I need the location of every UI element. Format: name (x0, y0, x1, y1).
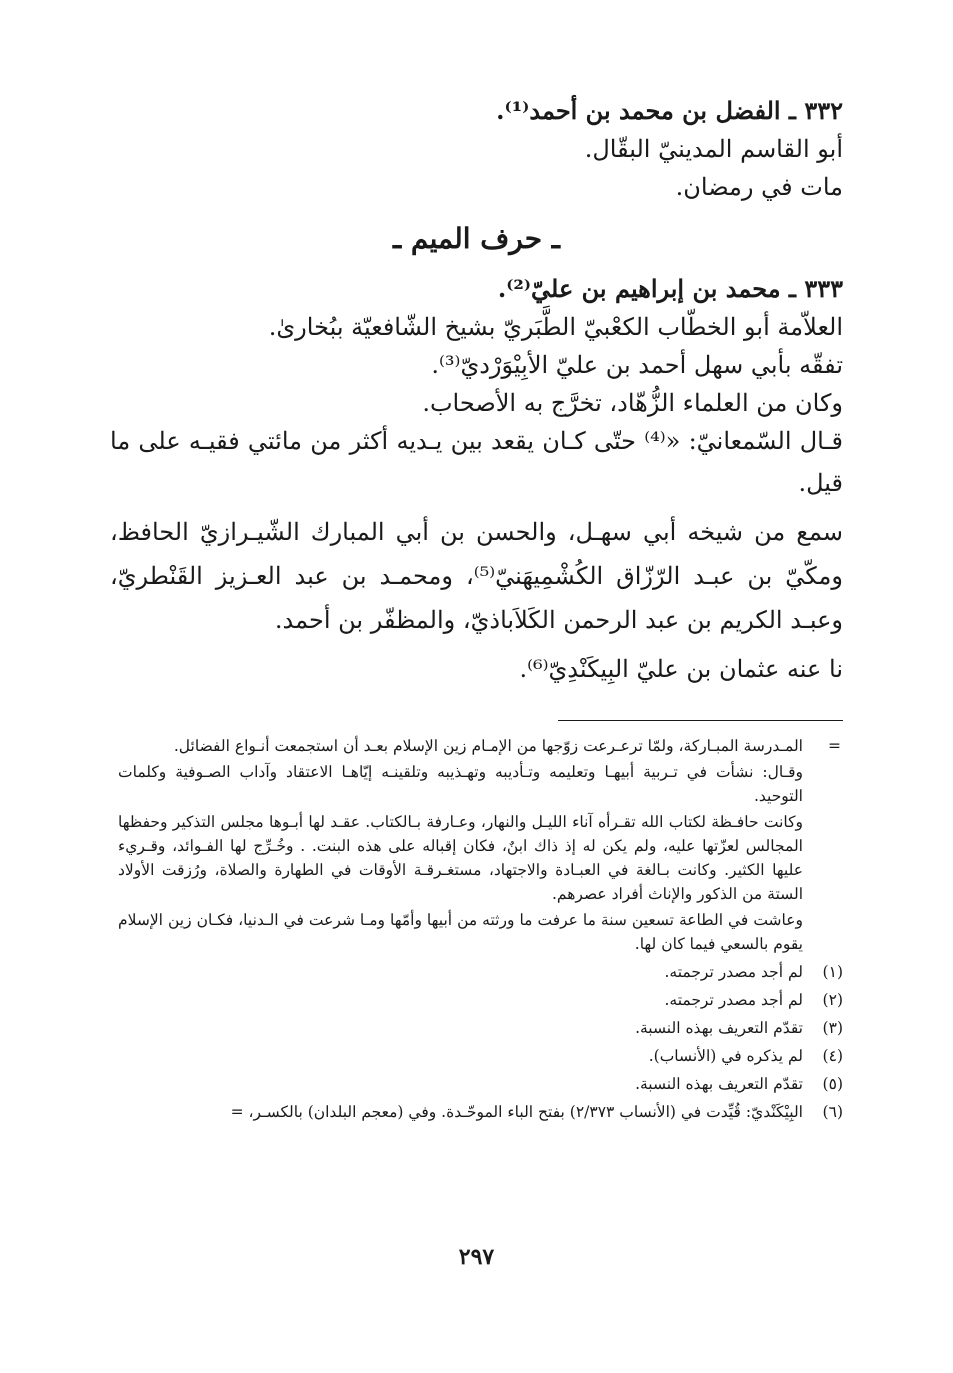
entry-line: العلاّمة أبو الخطّاب الكعْبيّ الطَّبَريّ بشيخ الشّافعيّة ببُخارىٰ. (268, 313, 843, 341)
footnote-text: البِيْكَنْديّ: قُيِّدت في (الأنساب ٢/٣٧٣) بفتح الباء الموحّـدة. وفي (معجم البلدان) بالكسـر، = (230, 1103, 803, 1121)
footnote-paragraph: وكانت حافـظة لكتاب الله تقـرأه آناء الليـل والنهار، وعـارفة بـالكتاب. عقـد لها أبـوها مجلس التذكير وحفظها المجالس لعزّتها عليه، ولم يكن له إذ ذاك ابنٌ، فكان إقباله على هذه البنت. . وخُـرِّج لها الفـوائد، وقـريء عليها الكثير. وكانت بـالغة في العبـادة والاجتهاد، مستغـرقـة الأوقات في الطهارة والصلاة، ورُزقت الأولاد الستة من الذكور والإناث أفراد عصرهم. (118, 813, 803, 903)
entry-333 (110, 270, 843, 688)
section-title: ـ حرف الميم ـ (392, 222, 560, 255)
footnote-number: (٤) (822, 1047, 843, 1065)
entry-line: أبو القاسم المدينيّ البقّال. (584, 135, 843, 163)
footnote-item (118, 1098, 843, 1126)
body-paragraph: سمع من شيخه أبي سهـل، والحسن بن أبي المبارك الشّيـرازيّ الحافظ، ومكّيّ بن عبـد الرّزّاق الكُشْمِيهَنيّ⁽⁵⁾، ومحمـد بن عبد العـزيز القَنْطريّ، وعبـد الكريم بن عبد الرحمن الكَلاَباذيّ، والمظفّر بن أحمد. (110, 518, 843, 634)
footnote-number: (١) (822, 963, 843, 981)
footnote-number: (٢) (822, 991, 843, 1009)
continuation-mark: = (828, 737, 841, 755)
footnote-text: تقدّم التعريف بهذه النسبة. (635, 1075, 803, 1093)
footnote-number: (٥) (822, 1075, 843, 1093)
entry-heading: ٣٣٣ ـ محمد بن إبراهيم بن عليّ⁽²⁾. (497, 274, 843, 303)
footnote-text: لم أجد مصدر ترجمته. (664, 963, 803, 981)
footnote-text: تقدّم التعريف بهذه النسبة. (635, 1019, 803, 1037)
footnote-continuation (118, 734, 843, 956)
footnote-item (118, 958, 843, 986)
quote-line: قـال السّمعانيّ: «⁽⁴⁾ حتّى كـان يقعد بين يـديه أكثر من مائتي فقيـه على ما (110, 427, 844, 455)
footnote-item (118, 1042, 843, 1070)
footnote-text: لم أجد مصدر ترجمته. (664, 991, 803, 1009)
footnote-item (118, 1070, 843, 1098)
footnote-item (118, 1014, 843, 1042)
footnote-item (118, 986, 843, 1014)
footnote-paragraph: وعاشت في الطاعة تسعين سنة ما عرفت ما ورثته من أبيها وأمّها ومـا شرعت في الـدنيا، فكـان زين الإسلام يقوم بالسعي فيما كان لها. (118, 911, 803, 953)
entry-line: مات في رمضان. (675, 173, 843, 201)
main-text (110, 92, 843, 688)
footnote-text: لم يذكره في (الأنساب). (648, 1047, 803, 1065)
footnote-paragraph: وقـال: نشأت في تـربية أبيهـا وتعليمه وتـأديبه وتهـذيبه وتلقينـه إيّاهـا الاعتقاد وآداب الصـوفية وكلمات التوحيد. (118, 763, 803, 805)
entry-heading: ٣٣٢ ـ الفضل بن محمد بن أحمد⁽¹⁾. (496, 96, 843, 125)
body-paragraph: نا عنه عثمان بن عليّ البِيكَنْدِيّ⁽⁶⁾. (519, 655, 843, 683)
entry-line: تفقّه بأبي سهل أحمد بن عليّ الأبِيْوَرْديّ⁽³⁾. (431, 351, 843, 379)
footnote-rule (558, 720, 843, 721)
entry-332 (110, 92, 843, 206)
footnote-number: (٦) (822, 1103, 843, 1121)
page-number: ٢٩٧ (458, 1244, 495, 1270)
footnote-paragraph: المـدرسة المبـاركة، ولمّا ترعـرعت زوّجها من الإمـام زين الإسلام بعـد أن استجمعت أنـواع الفضائل. (173, 737, 803, 755)
footnote-number: (٣) (822, 1019, 843, 1037)
quote-line: قيل. (798, 469, 843, 497)
entry-line: وكان من العلماء الزُّهّاد، تخرَّج به الأصحاب. (422, 389, 843, 417)
footnotes (118, 734, 843, 1126)
